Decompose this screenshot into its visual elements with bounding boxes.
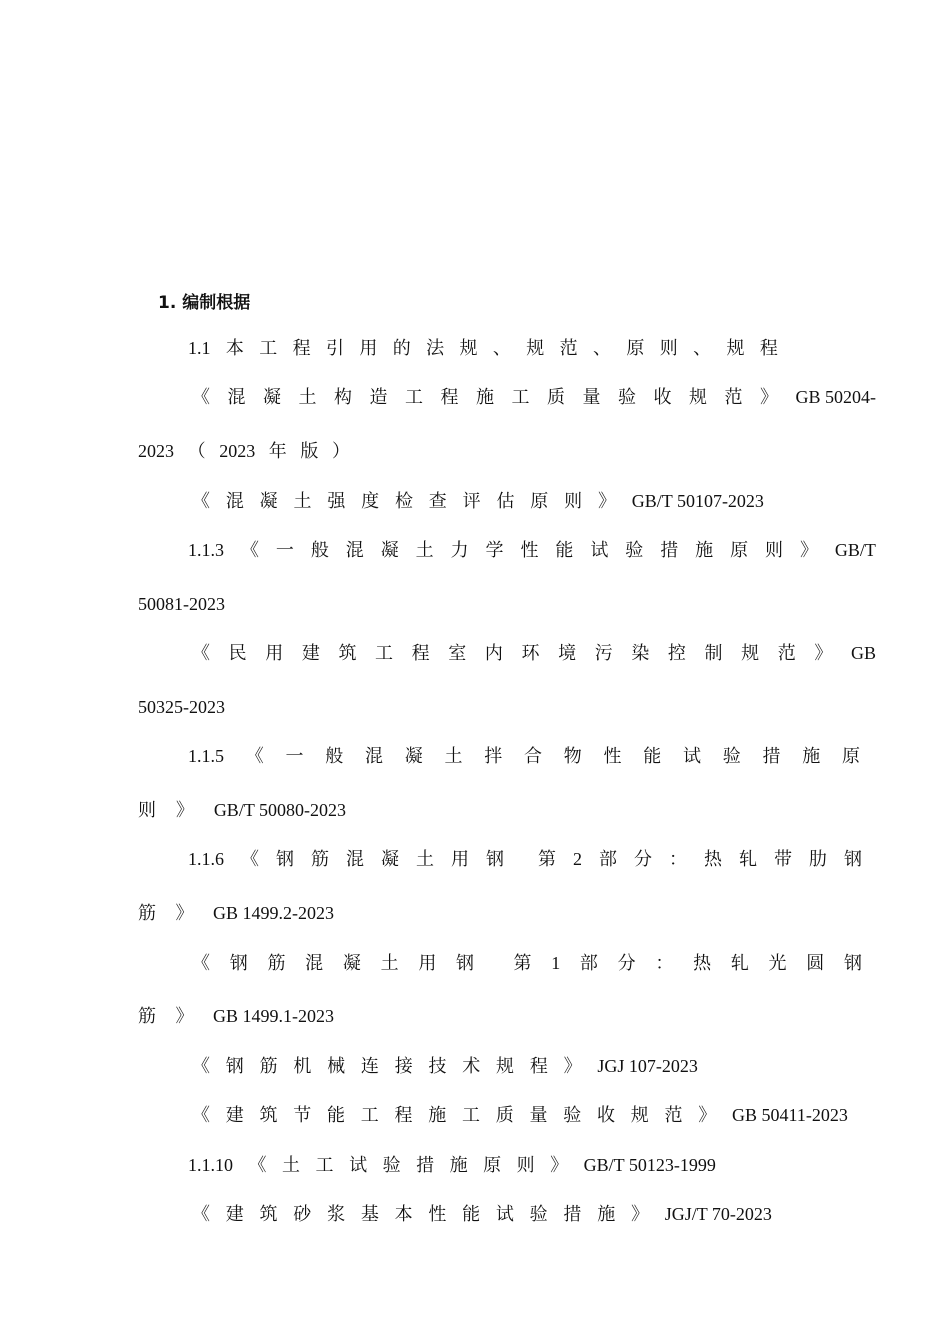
text-token: 用 xyxy=(451,849,469,869)
text-token: 力 xyxy=(450,540,469,560)
text-token: 筋 xyxy=(138,1006,156,1026)
text-token: 规 xyxy=(689,387,707,407)
regulation-line-continued xyxy=(138,902,334,924)
text-token: 范 xyxy=(559,338,578,358)
text-token: 部 xyxy=(599,849,617,869)
text-token: 技 xyxy=(428,1056,447,1076)
text-token: 规 xyxy=(496,1056,515,1076)
text-token: 》 xyxy=(175,903,194,923)
text-token: 原 xyxy=(626,338,645,358)
regulation-line xyxy=(188,1154,716,1176)
text-token: 程 xyxy=(440,387,459,407)
text-token: 度 xyxy=(361,491,380,511)
text-token: 拌 xyxy=(484,746,503,766)
text-token: 部 xyxy=(579,953,598,973)
text-token: 程 xyxy=(411,643,430,663)
text-token: 规 xyxy=(630,1105,649,1125)
text-token: 》 xyxy=(175,1006,194,1026)
text-token: （ xyxy=(187,441,206,461)
text-token: 查 xyxy=(428,491,447,511)
text-token: 学 xyxy=(485,540,504,560)
text-token: 能 xyxy=(555,540,574,560)
text-token: 混 xyxy=(225,491,244,511)
text-token: 物 xyxy=(563,746,582,766)
text-token: 筋 xyxy=(138,903,156,923)
text-token: 1.1.3 xyxy=(188,540,224,560)
text-token: 能 xyxy=(462,1204,481,1224)
text-token: 钢 xyxy=(844,849,862,869)
text-token: 土 xyxy=(298,387,317,407)
text-token: 引 xyxy=(326,338,344,358)
text-token: 混 xyxy=(345,540,364,560)
text-token: 、 xyxy=(492,338,511,358)
regulation-line xyxy=(188,539,876,561)
regulation-line xyxy=(192,490,764,512)
text-token: 混 xyxy=(365,746,383,766)
text-token: 则 xyxy=(564,491,583,511)
text-token: ： xyxy=(655,953,674,973)
text-token: 凝 xyxy=(404,746,423,766)
text-token: 轧 xyxy=(739,849,757,869)
text-token: 钢 xyxy=(843,953,862,973)
text-token: 性 xyxy=(603,746,622,766)
text-token: 制 xyxy=(704,643,723,663)
text-token: 连 xyxy=(360,1056,379,1076)
text-token: 年 xyxy=(268,441,287,461)
text-token: 构 xyxy=(334,387,352,407)
text-token: ： xyxy=(669,849,687,869)
text-token: 筋 xyxy=(311,849,329,869)
text-token: 施 xyxy=(449,1155,468,1175)
text-token: 工 xyxy=(259,338,278,358)
text-token: 性 xyxy=(428,1204,447,1224)
text-token: 境 xyxy=(558,643,577,663)
text-token: 验 xyxy=(625,540,644,560)
text-token: 质 xyxy=(547,387,565,407)
text-token: 2023 xyxy=(138,441,174,461)
text-token: 《 xyxy=(241,849,259,869)
text-token: 般 xyxy=(325,746,344,766)
text-token: 土 xyxy=(415,540,434,560)
text-token: 般 xyxy=(310,540,329,560)
text-token: 《 xyxy=(192,387,210,407)
text-token: 则 xyxy=(516,1155,535,1175)
text-token: 分 xyxy=(617,953,636,973)
text-token: 2023 xyxy=(219,441,256,461)
text-token: 法 xyxy=(426,338,445,358)
text-token: 污 xyxy=(594,643,613,663)
text-token: 凝 xyxy=(263,387,281,407)
text-token: 节 xyxy=(293,1105,312,1125)
text-token: 1.1.10 xyxy=(188,1155,233,1175)
regulation-line xyxy=(192,952,862,974)
text-token: 验 xyxy=(382,1155,401,1175)
text-token: 用 xyxy=(359,338,378,358)
text-token: 50081-2023 xyxy=(138,594,225,614)
text-token: 收 xyxy=(597,1105,615,1125)
text-token: 试 xyxy=(495,1204,514,1224)
text-token: 室 xyxy=(448,643,467,663)
text-token: 热 xyxy=(704,849,722,869)
text-token: 钢 xyxy=(229,953,248,973)
text-token: 《 xyxy=(248,1155,267,1175)
text-token: 试 xyxy=(683,746,701,766)
text-token: 钢 xyxy=(225,1056,244,1076)
text-token: 施 xyxy=(802,746,821,766)
text-token: 第 xyxy=(538,849,556,869)
text-token: 强 xyxy=(327,491,346,511)
text-token: 原 xyxy=(842,746,860,766)
text-token: 》 xyxy=(814,643,833,663)
text-token: 一 xyxy=(285,746,304,766)
text-token: 凝 xyxy=(259,491,278,511)
text-token: 建 xyxy=(301,643,320,663)
regulation-line-continued xyxy=(138,1005,334,1027)
text-token: 1.1.5 xyxy=(188,746,224,766)
text-token: 验 xyxy=(529,1204,548,1224)
text-token: 工 xyxy=(511,387,530,407)
text-token: 范 xyxy=(664,1105,683,1125)
text-token: 造 xyxy=(369,387,388,407)
text-token: 《 xyxy=(192,643,210,663)
text-token: 轧 xyxy=(730,953,749,973)
text-token: GB 1499.1-2023 xyxy=(213,1006,334,1026)
text-token: 50325-2023 xyxy=(138,697,225,717)
text-token: 》 xyxy=(760,387,778,407)
text-token: 一 xyxy=(275,540,294,560)
regulation-line-continued xyxy=(138,696,230,718)
text-token: 钢 xyxy=(486,849,504,869)
text-token: 1 xyxy=(551,953,561,973)
text-token: 措 xyxy=(660,540,679,560)
text-token: 筑 xyxy=(259,1105,278,1125)
text-token: 措 xyxy=(563,1204,582,1224)
text-token: 范 xyxy=(777,643,796,663)
text-token: 性 xyxy=(520,540,539,560)
text-token: 规 xyxy=(459,338,478,358)
regulation-line xyxy=(192,1055,698,1077)
text-token: 》 xyxy=(597,491,616,511)
text-token: 则 xyxy=(138,800,156,820)
text-token: GB/T 50080-2023 xyxy=(213,800,346,820)
text-token: 施 xyxy=(695,540,714,560)
text-token: 基 xyxy=(360,1204,379,1224)
text-token: 圆 xyxy=(806,953,825,973)
text-token: 收 xyxy=(653,387,672,407)
text-token: 《 xyxy=(192,1105,210,1125)
section-title: 1. 编制根据 xyxy=(158,293,251,313)
text-token: 验 xyxy=(563,1105,582,1125)
text-token: 程 xyxy=(759,338,778,358)
regulation-line-continued xyxy=(138,799,346,821)
text-token: 施 xyxy=(476,387,494,407)
text-token: 分 xyxy=(634,849,652,869)
text-token: 土 xyxy=(444,746,463,766)
text-token: 质 xyxy=(495,1105,514,1125)
text-token: 环 xyxy=(521,643,540,663)
text-token: 原 xyxy=(483,1155,502,1175)
text-token: 土 xyxy=(380,953,399,973)
text-token: 术 xyxy=(462,1056,481,1076)
text-token: 《 xyxy=(245,746,264,766)
text-token: 工 xyxy=(462,1105,480,1125)
text-token: 凝 xyxy=(380,540,399,560)
text-token: 评 xyxy=(462,491,481,511)
text-token: 混 xyxy=(227,387,246,407)
regulation-line xyxy=(192,642,876,664)
text-token: 民 xyxy=(228,643,247,663)
text-token: 染 xyxy=(631,643,650,663)
text-token: 程 xyxy=(292,338,311,358)
text-token: 筑 xyxy=(259,1204,278,1224)
text-token: 钢 xyxy=(456,953,475,973)
text-token: 热 xyxy=(693,953,712,973)
text-token: 筑 xyxy=(338,643,357,663)
text-token: 则 xyxy=(765,540,783,560)
text-token: 试 xyxy=(590,540,609,560)
text-token: 《 xyxy=(240,540,259,560)
text-token: 本 xyxy=(225,338,244,358)
text-token: 》 xyxy=(698,1105,717,1125)
text-token: 浆 xyxy=(327,1204,346,1224)
text-token: 试 xyxy=(349,1155,368,1175)
text-token: 土 xyxy=(416,849,434,869)
text-token: 凝 xyxy=(381,849,399,869)
text-token: 2 xyxy=(573,849,582,869)
text-token: 《 xyxy=(192,1056,210,1076)
text-token: 、 xyxy=(593,338,611,358)
text-token: 凝 xyxy=(342,953,361,973)
text-token: 的 xyxy=(392,338,411,358)
text-token: 混 xyxy=(305,953,324,973)
subsection-heading xyxy=(188,337,778,359)
text-token: 第 xyxy=(513,953,532,973)
text-token: GB/T 50107-2023 xyxy=(631,491,764,511)
text-token: 》 xyxy=(630,1204,649,1224)
text-token: 检 xyxy=(394,491,413,511)
text-token: 1.1 xyxy=(188,338,211,358)
text-token: 机 xyxy=(293,1056,312,1076)
regulation-line xyxy=(192,386,876,408)
text-token: 工 xyxy=(360,1105,379,1125)
text-token: 则 xyxy=(659,338,678,358)
text-token: 用 xyxy=(418,953,437,973)
text-token: 规 xyxy=(726,338,745,358)
text-token: ） xyxy=(331,441,350,461)
text-token: 量 xyxy=(582,387,601,407)
text-token: 原 xyxy=(530,491,549,511)
text-token: 程 xyxy=(394,1105,413,1125)
text-token: GB/T 50123-1999 xyxy=(583,1155,716,1175)
regulation-line xyxy=(188,745,860,767)
text-token: 》 xyxy=(550,1155,569,1175)
text-token: 接 xyxy=(394,1056,413,1076)
regulation-line xyxy=(188,848,862,870)
text-token: 工 xyxy=(315,1155,334,1175)
text-token: 验 xyxy=(722,746,741,766)
regulation-line xyxy=(192,1104,848,1126)
text-token: 能 xyxy=(327,1105,345,1125)
text-token: 土 xyxy=(293,491,312,511)
text-token: 程 xyxy=(529,1056,548,1076)
text-token: 建 xyxy=(225,1204,244,1224)
text-token: 《 xyxy=(192,491,210,511)
text-token: 光 xyxy=(768,953,787,973)
text-token: 施 xyxy=(597,1204,616,1224)
text-token: 本 xyxy=(394,1204,413,1224)
text-token: 钢 xyxy=(276,849,294,869)
text-token: 验 xyxy=(618,387,636,407)
text-token: GB xyxy=(850,643,876,663)
text-token: GB 1499.2-2023 xyxy=(213,903,334,923)
text-token: GB 50204- xyxy=(795,387,876,407)
text-token: 估 xyxy=(496,491,515,511)
text-token: 合 xyxy=(524,746,542,766)
text-token: 工 xyxy=(405,387,423,407)
text-token: 量 xyxy=(529,1105,548,1125)
text-token: 建 xyxy=(225,1105,244,1125)
text-token: 能 xyxy=(643,746,662,766)
text-token: 原 xyxy=(730,540,749,560)
text-token: 《 xyxy=(192,1204,210,1224)
text-token: JGJ 107-2023 xyxy=(597,1056,698,1076)
text-token: JGJ/T 70-2023 xyxy=(664,1204,772,1224)
text-token: 混 xyxy=(346,849,364,869)
text-token: 带 xyxy=(774,849,792,869)
text-token: 》 xyxy=(175,800,194,820)
text-token: 筋 xyxy=(259,1056,278,1076)
text-token: 措 xyxy=(416,1155,435,1175)
regulation-line-continued xyxy=(138,593,230,615)
text-token: 控 xyxy=(667,643,686,663)
text-token: 砂 xyxy=(293,1204,312,1224)
regulation-line-continued xyxy=(138,440,350,462)
text-token: GB/T xyxy=(834,540,876,560)
text-token: 规 xyxy=(526,338,545,358)
text-token: 肋 xyxy=(809,849,827,869)
text-token: 、 xyxy=(693,338,712,358)
text-token: GB 50411-2023 xyxy=(732,1105,848,1125)
text-token: 筋 xyxy=(267,953,286,973)
regulation-line xyxy=(192,1203,772,1225)
text-token: 《 xyxy=(192,953,210,973)
text-token: 土 xyxy=(282,1155,301,1175)
text-token: 施 xyxy=(428,1105,447,1125)
text-token: 》 xyxy=(799,540,818,560)
text-token: 工 xyxy=(375,643,394,663)
text-token: 1.1.6 xyxy=(188,849,224,869)
text-token: 内 xyxy=(484,643,503,663)
text-token: 用 xyxy=(265,643,284,663)
text-token: 械 xyxy=(327,1056,346,1076)
text-token: 》 xyxy=(563,1056,582,1076)
text-token: 规 xyxy=(741,643,760,663)
text-token: 范 xyxy=(724,387,743,407)
text-token: 版 xyxy=(300,441,319,461)
text-token: 措 xyxy=(762,746,781,766)
